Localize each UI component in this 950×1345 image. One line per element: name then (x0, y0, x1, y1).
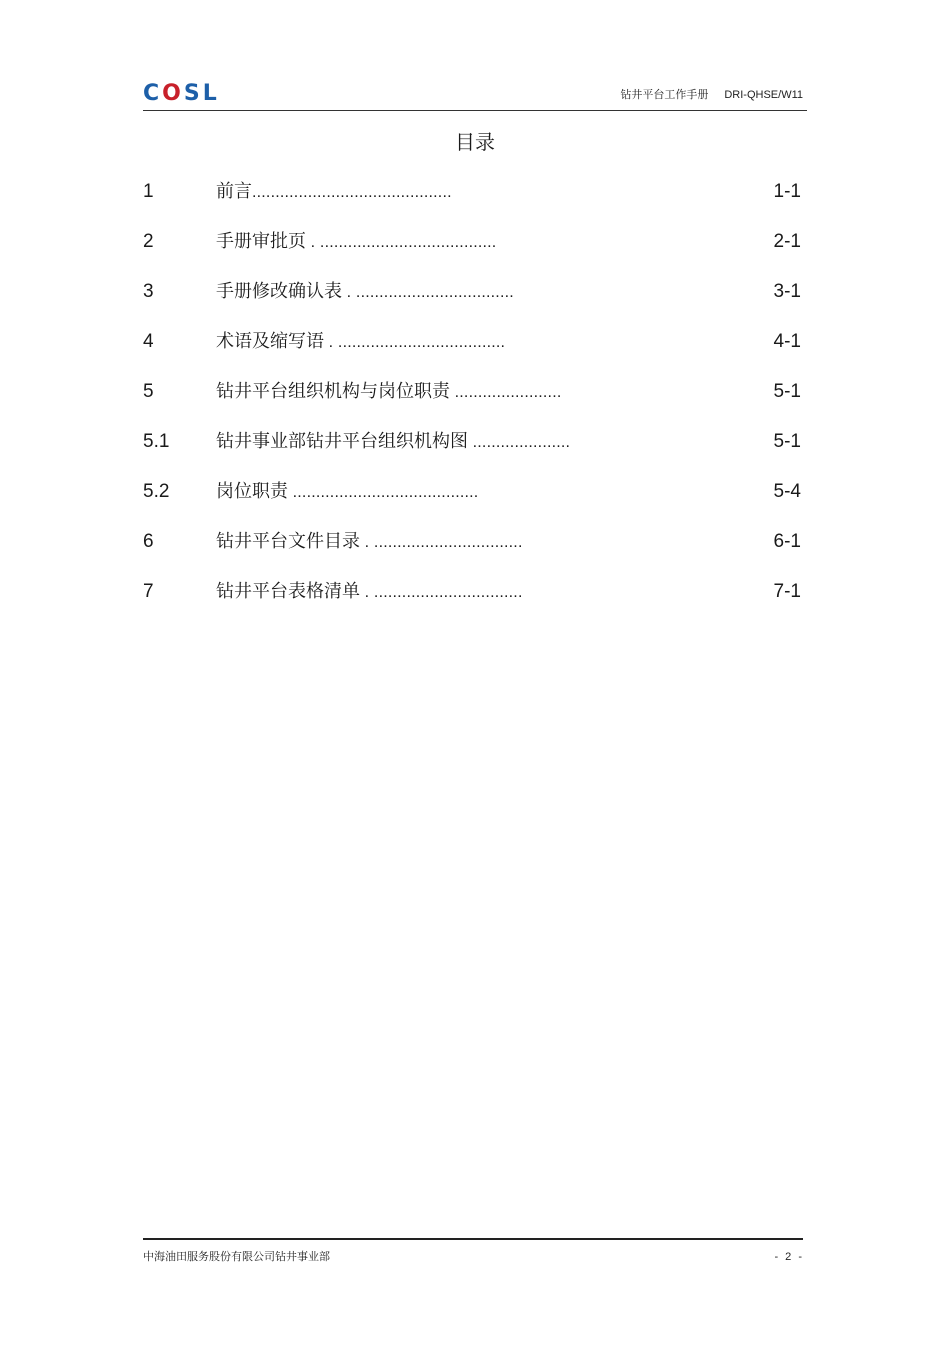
toc-entry-text (216, 528, 523, 557)
toc-entry-title: 钻井平台组织机构与岗位职责 (216, 381, 450, 402)
toc-entry-number: 7 (143, 581, 154, 602)
footer-page-number: - 2 - (774, 1251, 804, 1263)
toc-entry-title: 岗位职责 (216, 481, 288, 502)
footer-company: 中海油田服务股份有限公司钻井事业部 (143, 1250, 330, 1263)
toc-entry-text (216, 578, 523, 607)
toc-entry-number: 2 (143, 231, 154, 252)
toc-entry-number: 6 (143, 531, 154, 552)
toc-entry-text (216, 178, 452, 207)
toc-entry-number: 5.2 (143, 481, 170, 502)
toc-entry-leader: ..................... (468, 434, 571, 451)
toc-entry-title: 钻井平台表格清单 (216, 581, 360, 602)
toc-entry-page: 1-1 (773, 181, 801, 202)
toc-entry-7[interactable] (143, 578, 807, 628)
toc-entry-title: 钻井平台文件目录 (216, 531, 360, 552)
toc-entry-page: 4-1 (773, 331, 801, 352)
cosl-logo: COSL (143, 81, 220, 106)
toc-entry-text (216, 328, 505, 357)
toc-entry-2[interactable] (143, 228, 807, 278)
toc-entry-5-2[interactable] (143, 478, 807, 528)
toc-entry-leader: . ................................ (360, 584, 523, 601)
toc-entry-title: 钻井事业部钻井平台组织机构图 (216, 431, 468, 452)
toc-entry-page: 5-1 (773, 431, 801, 452)
toc-entry-text (216, 378, 562, 407)
toc-entry-number: 5 (143, 381, 154, 402)
toc-entry-page: 3-1 (773, 281, 801, 302)
toc-entry-5[interactable] (143, 378, 807, 428)
toc-entry-leader: ........................................ (288, 484, 479, 501)
toc-entry-leader: . ................................ (360, 534, 523, 551)
toc-entry-text (216, 228, 496, 257)
toc-entry-title: 手册修改确认表 (216, 281, 342, 302)
toc-entry-leader: . .................................. (342, 284, 514, 301)
toc-entry-number: 4 (143, 331, 154, 352)
toc-list (143, 178, 807, 628)
toc-entry-page: 6-1 (773, 531, 801, 552)
footer-divider (143, 1238, 803, 1240)
toc-entry-title: 术语及缩写语 (216, 331, 324, 352)
toc-entry-text (216, 428, 570, 457)
toc-entry-leader: . .................................... (324, 334, 506, 351)
toc-entry-number: 3 (143, 281, 154, 302)
header-doc-title: 钻井平台工作手册 (620, 88, 709, 101)
toc-entry-page: 7-1 (773, 581, 801, 602)
toc-entry-leader: ....................... (450, 384, 562, 401)
header-doc-code: DRI-QHSE/W11 (724, 89, 803, 101)
toc-entry-text (216, 478, 478, 507)
toc-entry-page: 2-1 (773, 231, 801, 252)
page-header (143, 80, 807, 111)
toc-entry-leader: ........................................... (252, 184, 452, 201)
toc-entry-title: 前言 (216, 181, 252, 202)
toc-title: 目录 (455, 130, 495, 154)
toc-entry-4[interactable] (143, 328, 807, 378)
toc-entry-5-1[interactable] (143, 428, 807, 478)
header-doc-info (620, 88, 803, 102)
toc-entry-page: 5-4 (773, 481, 801, 502)
toc-entry-1[interactable] (143, 178, 807, 228)
toc-entry-text (216, 278, 514, 307)
toc-entry-title: 手册审批页 (216, 231, 306, 252)
toc-entry-3[interactable] (143, 278, 807, 328)
toc-entry-leader: . ...................................... (306, 234, 497, 251)
toc-entry-6[interactable] (143, 528, 807, 578)
toc-entry-page: 5-1 (773, 381, 801, 402)
toc-entry-number: 5.1 (143, 431, 170, 452)
toc-entry-number: 1 (143, 181, 154, 202)
